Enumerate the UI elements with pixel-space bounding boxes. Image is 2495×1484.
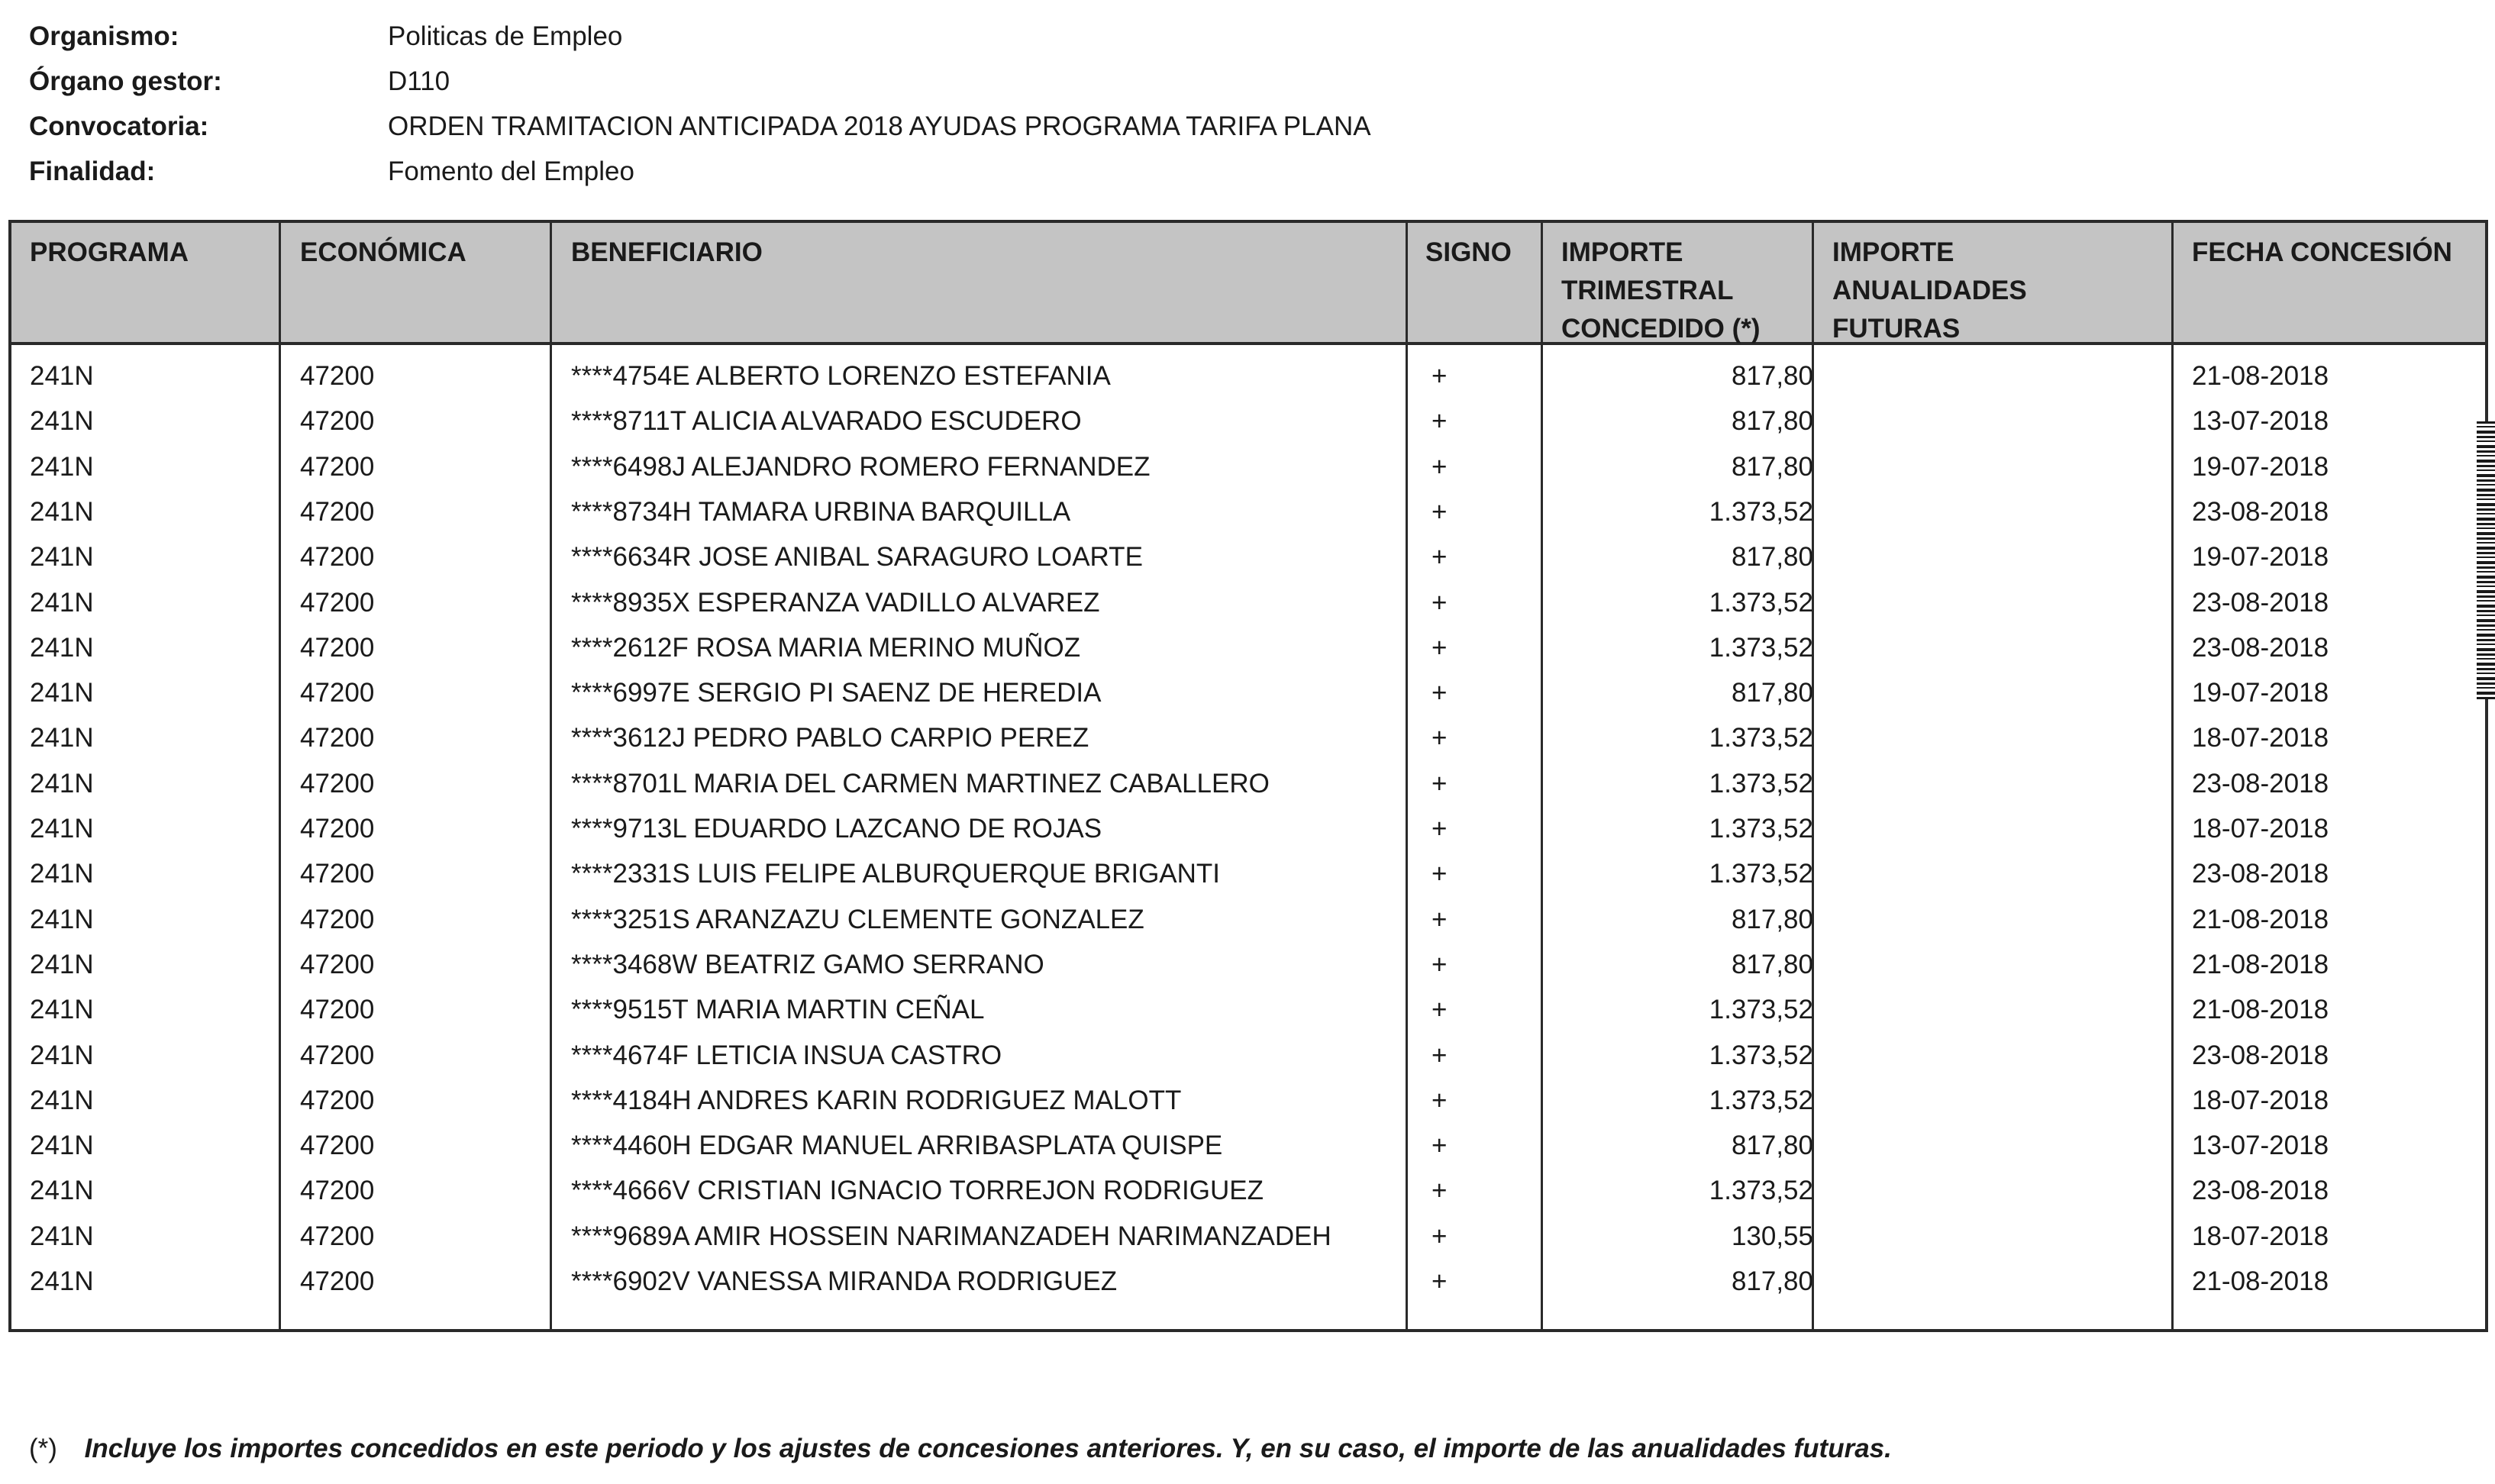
cell-importe-trimestral: 1.373,52 <box>1709 587 1813 618</box>
cell-programa: 241N <box>30 542 94 573</box>
cell-economica: 47200 <box>300 949 375 979</box>
cell-programa: 241N <box>30 995 94 1025</box>
cell-signo: + <box>1431 451 1448 482</box>
cell-economica: 47200 <box>300 814 375 844</box>
table-row <box>11 353 2485 398</box>
cell-importe-trimestral: 1.373,52 <box>1709 1176 1813 1206</box>
cell-programa: 241N <box>30 768 94 798</box>
table-row <box>11 897 2485 942</box>
cell-importe-trimestral: 817,80 <box>1731 451 1813 482</box>
table-row <box>11 1123 2485 1168</box>
cell-fecha-concesion: 21-08-2018 <box>2192 904 2329 934</box>
cell-beneficiario: ****6634R JOSE ANIBAL SARAGURO LOARTE <box>571 542 1143 573</box>
cell-importe-trimestral: 817,80 <box>1731 904 1813 934</box>
cell-signo: + <box>1431 904 1448 934</box>
cell-importe-trimestral: 817,80 <box>1731 1131 1813 1161</box>
cell-economica: 47200 <box>300 678 375 708</box>
cell-programa: 241N <box>30 451 94 482</box>
header-value: ORDEN TRAMITACION ANTICIPADA 2018 AYUDAS PROGRAMA TARIFA PLANA <box>388 111 1371 141</box>
cell-beneficiario: ****2612F ROSA MARIA MERINO MUÑOZ <box>571 632 1081 663</box>
cell-beneficiario: ****3468W BEATRIZ GAMO SERRANO <box>571 949 1044 979</box>
cell-fecha-concesion: 23-08-2018 <box>2192 632 2329 663</box>
cell-importe-trimestral: 1.373,52 <box>1709 1085 1813 1115</box>
cell-fecha-concesion: 23-08-2018 <box>2192 768 2329 798</box>
column-header-fecha-concesion: FECHA CONCESIÓN <box>2192 237 2452 267</box>
table-row <box>11 444 2485 489</box>
cell-beneficiario: ****4184H ANDRES KARIN RODRIGUEZ MALOTT <box>571 1085 1182 1115</box>
header-row-organismo <box>29 14 1556 59</box>
cell-beneficiario: ****6498J ALEJANDRO ROMERO FERNANDEZ <box>571 451 1151 482</box>
cell-signo: + <box>1431 678 1448 708</box>
cell-importe-trimestral: 1.373,52 <box>1709 723 1813 753</box>
cell-beneficiario: ****8935X ESPERANZA VADILLO ALVAREZ <box>571 587 1100 618</box>
cell-beneficiario: ****3612J PEDRO PABLO CARPIO PEREZ <box>571 723 1089 753</box>
header-label: Finalidad: <box>29 156 156 186</box>
cell-signo: + <box>1431 1040 1448 1070</box>
cell-programa: 241N <box>30 949 94 979</box>
cell-fecha-concesion: 23-08-2018 <box>2192 859 2329 889</box>
cell-fecha-concesion: 21-08-2018 <box>2192 995 2329 1025</box>
document-header <box>29 14 1556 194</box>
header-label: Organismo: <box>29 21 179 51</box>
cell-programa: 241N <box>30 723 94 753</box>
cell-beneficiario: ****4666V CRISTIAN IGNACIO TORREJON RODRIGUEZ <box>571 1176 1264 1206</box>
table-row <box>11 1214 2485 1259</box>
cell-economica: 47200 <box>300 904 375 934</box>
column-header-beneficiario: BENEFICIARIO <box>571 237 763 267</box>
cell-economica: 47200 <box>300 1085 375 1115</box>
cell-signo: + <box>1431 1176 1448 1206</box>
cell-beneficiario: ****9515T MARIA MARTIN CEÑAL <box>571 995 985 1025</box>
cell-beneficiario: ****2331S LUIS FELIPE ALBURQUERQUE BRIGANTI <box>571 859 1221 889</box>
cell-fecha-concesion: 23-08-2018 <box>2192 587 2329 618</box>
cell-signo: + <box>1431 768 1448 798</box>
cell-beneficiario: ****4674F LETICIA INSUA CASTRO <box>571 1040 1002 1070</box>
cell-economica: 47200 <box>300 1266 375 1296</box>
table-row <box>11 1259 2485 1304</box>
cell-economica: 47200 <box>300 995 375 1025</box>
concessions-table <box>8 220 2488 1332</box>
cell-fecha-concesion: 13-07-2018 <box>2192 1131 2329 1161</box>
column-header-economica: ECONÓMICA <box>300 237 466 267</box>
cell-signo: + <box>1431 814 1448 844</box>
table-row <box>11 761 2485 806</box>
table-row <box>11 1078 2485 1123</box>
cell-signo: + <box>1431 949 1448 979</box>
cell-economica: 47200 <box>300 451 375 482</box>
cell-programa: 241N <box>30 587 94 618</box>
table-row <box>11 942 2485 987</box>
header-value: Fomento del Empleo <box>388 156 634 186</box>
cell-fecha-concesion: 19-07-2018 <box>2192 451 2329 482</box>
table-row <box>11 398 2485 444</box>
cell-beneficiario: ****4754E ALBERTO LORENZO ESTEFANIA <box>571 361 1111 391</box>
column-header-importe-trimestral: IMPORTE TRIMESTRAL CONCEDIDO (*) <box>1561 237 1761 344</box>
column-header-importe-anualidades: IMPORTE ANUALIDADES FUTURAS <box>1832 237 2027 344</box>
footnote <box>29 1434 1892 1464</box>
cell-beneficiario: ****8734H TAMARA URBINA BARQUILLA <box>571 496 1071 527</box>
cell-economica: 47200 <box>300 859 375 889</box>
cell-importe-trimestral: 817,80 <box>1731 1266 1813 1296</box>
cell-economica: 47200 <box>300 1040 375 1070</box>
cell-economica: 47200 <box>300 542 375 573</box>
cell-programa: 241N <box>30 859 94 889</box>
cell-programa: 241N <box>30 904 94 934</box>
cell-signo: + <box>1431 542 1448 573</box>
header-value: D110 <box>388 66 450 96</box>
barcode <box>2477 421 2495 699</box>
table-row <box>11 670 2485 715</box>
cell-economica: 47200 <box>300 406 375 437</box>
cell-signo: + <box>1431 1266 1448 1296</box>
header-row-finalidad <box>29 149 1556 194</box>
table-row <box>11 987 2485 1032</box>
cell-importe-trimestral: 1.373,52 <box>1709 859 1813 889</box>
cell-beneficiario: ****8701L MARIA DEL CARMEN MARTINEZ CABALLERO <box>571 768 1270 798</box>
cell-economica: 47200 <box>300 587 375 618</box>
cell-programa: 241N <box>30 1266 94 1296</box>
cell-beneficiario: ****4460H EDGAR MANUEL ARRIBASPLATA QUISPE <box>571 1131 1223 1161</box>
table-row <box>11 851 2485 896</box>
cell-fecha-concesion: 19-07-2018 <box>2192 542 2329 573</box>
cell-fecha-concesion: 21-08-2018 <box>2192 949 2329 979</box>
cell-importe-trimestral: 1.373,52 <box>1709 632 1813 663</box>
table-row <box>11 1033 2485 1078</box>
cell-fecha-concesion: 13-07-2018 <box>2192 406 2329 437</box>
cell-importe-trimestral: 817,80 <box>1731 361 1813 391</box>
cell-programa: 241N <box>30 1221 94 1251</box>
column-header-programa: PROGRAMA <box>30 237 189 267</box>
cell-beneficiario: ****6902V VANESSA MIRANDA RODRIGUEZ <box>571 1266 1118 1296</box>
cell-fecha-concesion: 18-07-2018 <box>2192 1085 2329 1115</box>
cell-signo: + <box>1431 496 1448 527</box>
cell-fecha-concesion: 23-08-2018 <box>2192 496 2329 527</box>
header-label: Convocatoria: <box>29 111 209 141</box>
cell-beneficiario: ****6997E SERGIO PI SAENZ DE HEREDIA <box>571 678 1102 708</box>
cell-importe-trimestral: 817,80 <box>1731 678 1813 708</box>
cell-economica: 47200 <box>300 1176 375 1206</box>
cell-signo: + <box>1431 723 1448 753</box>
cell-importe-trimestral: 817,80 <box>1731 949 1813 979</box>
cell-fecha-concesion: 23-08-2018 <box>2192 1176 2329 1206</box>
table-row <box>11 580 2485 625</box>
cell-programa: 241N <box>30 406 94 437</box>
cell-programa: 241N <box>30 1085 94 1115</box>
cell-programa: 241N <box>30 1131 94 1161</box>
table-row <box>11 534 2485 579</box>
cell-signo: + <box>1431 1221 1448 1251</box>
cell-importe-trimestral: 1.373,52 <box>1709 814 1813 844</box>
cell-importe-trimestral: 1.373,52 <box>1709 1040 1813 1070</box>
cell-economica: 47200 <box>300 361 375 391</box>
cell-signo: + <box>1431 587 1448 618</box>
cell-programa: 241N <box>30 814 94 844</box>
table-row <box>11 1168 2485 1213</box>
cell-programa: 241N <box>30 1176 94 1206</box>
cell-economica: 47200 <box>300 632 375 663</box>
cell-signo: + <box>1431 361 1448 391</box>
cell-importe-trimestral: 1.373,52 <box>1709 995 1813 1025</box>
footnote-text: Incluye los importes concedidos en este periodo y los ajustes de concesiones anteriores. Y, en su caso, el importe de las anualidades futuras. <box>84 1434 1892 1463</box>
cell-beneficiario: ****9689A AMIR HOSSEIN NARIMANZADEH NARIMANZADEH <box>571 1221 1331 1251</box>
cell-signo: + <box>1431 1131 1448 1161</box>
cell-signo: + <box>1431 995 1448 1025</box>
cell-signo: + <box>1431 1085 1448 1115</box>
cell-signo: + <box>1431 406 1448 437</box>
column-header-signo: SIGNO <box>1425 237 1512 267</box>
cell-beneficiario: ****3251S ARANZAZU CLEMENTE GONZALEZ <box>571 904 1144 934</box>
header-value: Politicas de Empleo <box>388 21 623 51</box>
cell-economica: 47200 <box>300 1131 375 1161</box>
cell-importe-trimestral: 1.373,52 <box>1709 496 1813 527</box>
cell-importe-trimestral: 817,80 <box>1731 542 1813 573</box>
cell-economica: 47200 <box>300 768 375 798</box>
table-row <box>11 489 2485 534</box>
cell-programa: 241N <box>30 678 94 708</box>
cell-importe-trimestral: 817,80 <box>1731 406 1813 437</box>
cell-economica: 47200 <box>300 723 375 753</box>
cell-fecha-concesion: 18-07-2018 <box>2192 723 2329 753</box>
cell-importe-trimestral: 1.373,52 <box>1709 768 1813 798</box>
cell-programa: 241N <box>30 496 94 527</box>
cell-fecha-concesion: 18-07-2018 <box>2192 814 2329 844</box>
header-row-organo-gestor <box>29 59 1556 104</box>
table-row <box>11 715 2485 760</box>
cell-economica: 47200 <box>300 496 375 527</box>
header-row-convocatoria <box>29 104 1556 149</box>
cell-programa: 241N <box>30 1040 94 1070</box>
footnote-mark: (*) <box>29 1434 57 1463</box>
cell-fecha-concesion: 18-07-2018 <box>2192 1221 2329 1251</box>
cell-signo: + <box>1431 632 1448 663</box>
cell-fecha-concesion: 21-08-2018 <box>2192 1266 2329 1296</box>
cell-fecha-concesion: 21-08-2018 <box>2192 361 2329 391</box>
table-row <box>11 806 2485 851</box>
cell-programa: 241N <box>30 632 94 663</box>
cell-beneficiario: ****9713L EDUARDO LAZCANO DE ROJAS <box>571 814 1102 844</box>
cell-fecha-concesion: 23-08-2018 <box>2192 1040 2329 1070</box>
cell-fecha-concesion: 19-07-2018 <box>2192 678 2329 708</box>
cell-programa: 241N <box>30 361 94 391</box>
cell-beneficiario: ****8711T ALICIA ALVARADO ESCUDERO <box>571 406 1082 437</box>
cell-signo: + <box>1431 859 1448 889</box>
header-label: Órgano gestor: <box>29 66 222 96</box>
cell-economica: 47200 <box>300 1221 375 1251</box>
cell-importe-trimestral: 130,55 <box>1731 1221 1813 1251</box>
table-row <box>11 625 2485 670</box>
